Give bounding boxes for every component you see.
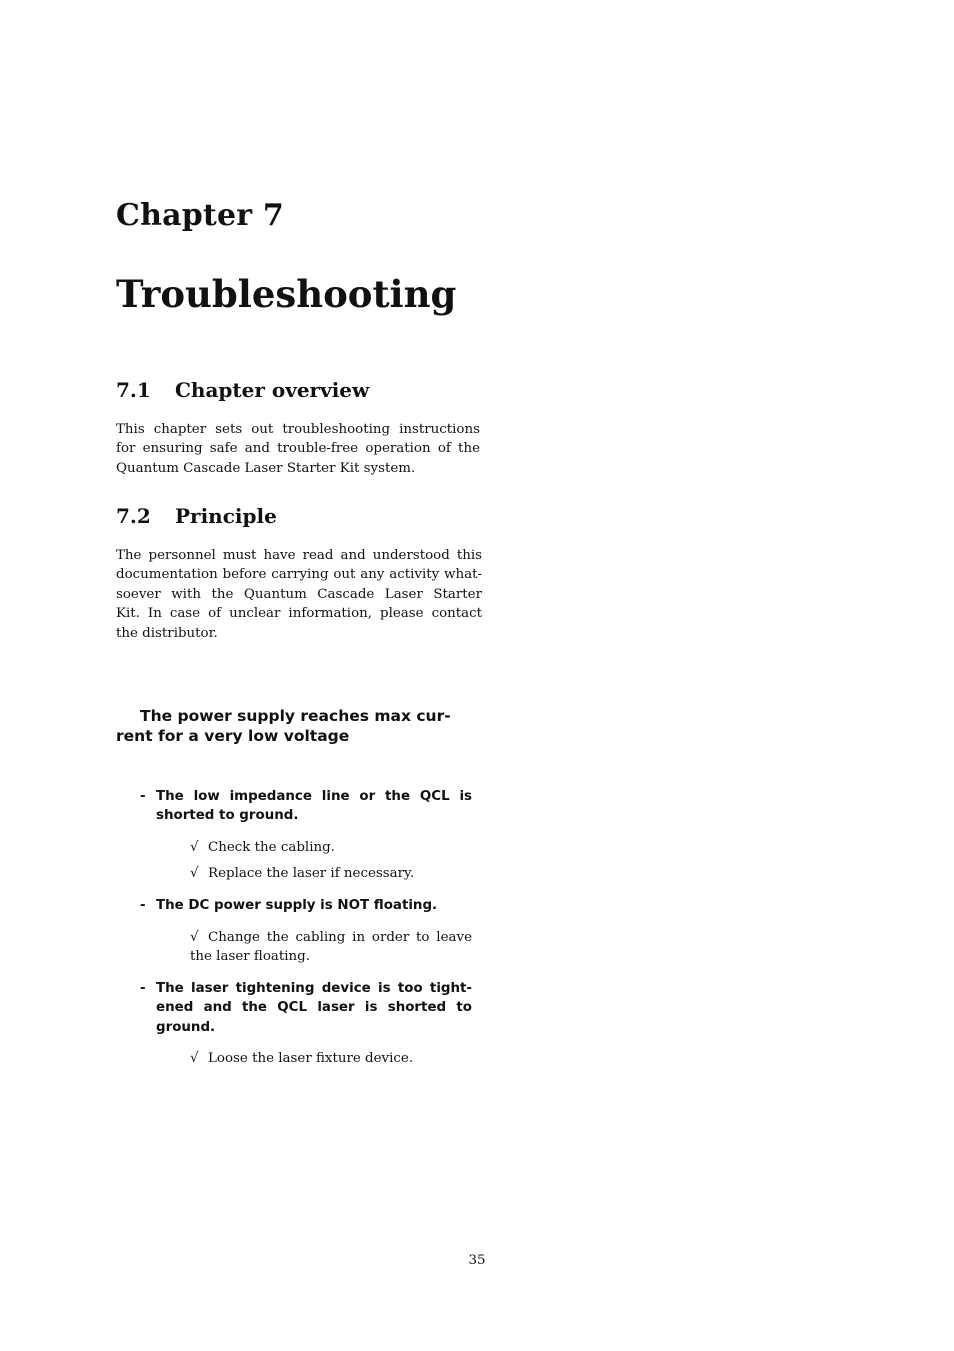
- cause-line: ground.: [156, 1019, 216, 1035]
- remedy-item: [190, 928, 472, 967]
- problem-heading-line: The power supply reaches max cur-: [140, 707, 451, 725]
- paragraph-line: This chapter sets out troubleshooting instructions: [116, 422, 480, 437]
- checkmark-icon: √: [190, 930, 199, 945]
- remedy-item: [190, 1049, 472, 1068]
- principle-paragraph: [116, 546, 482, 643]
- problem-heading-line: rent for a very low voltage: [116, 727, 350, 745]
- cause-line: shorted to ground.: [156, 808, 299, 824]
- checkmark-icon: √: [190, 840, 199, 855]
- section-heading-overview: [116, 378, 369, 402]
- cause-item: [140, 979, 472, 1037]
- cause-line: The laser tightening device is too tight-: [156, 981, 472, 996]
- bullet-dash: -: [140, 789, 146, 804]
- chapter-title: Troubleshooting: [116, 272, 457, 316]
- cause-line: The low impedance line or the QCL is: [156, 789, 472, 804]
- remedy-text: Replace the laser if necessary.: [208, 866, 415, 881]
- section-number: 7.2: [116, 504, 151, 528]
- bullet-dash: -: [140, 898, 146, 913]
- remedy-text: the laser floating.: [190, 949, 310, 965]
- cause-item: [140, 896, 472, 915]
- bullet-dash: -: [140, 981, 146, 996]
- problem-heading: [116, 706, 472, 746]
- section-title: Chapter overview: [175, 378, 370, 402]
- cause-line: The DC power supply is NOT floating.: [156, 898, 438, 913]
- section-heading-principle: [116, 504, 277, 528]
- paragraph-line: Kit. In case of unclear information, please contact: [116, 606, 482, 622]
- remedy-text: Check the cabling.: [208, 840, 335, 855]
- section-number: 7.1: [116, 378, 151, 402]
- remedy-item: [190, 864, 472, 883]
- paragraph-line: for ensuring safe and trouble-free operation of the: [116, 441, 480, 457]
- paragraph-line: Quantum Cascade Laser Starter Kit system.: [116, 460, 416, 476]
- remedy-text: Loose the laser fixture device.: [208, 1051, 414, 1066]
- paragraph-line: The personnel must have read and understood this: [116, 548, 482, 563]
- paragraph-line: the distributor.: [116, 625, 218, 641]
- remedy-item: [190, 838, 472, 857]
- page-number: 35: [468, 1253, 486, 1268]
- section-title: Principle: [175, 504, 277, 528]
- cause-line: ened and the QCL laser is shorted to: [156, 1000, 472, 1016]
- cause-item: [140, 787, 472, 826]
- overview-paragraph: [116, 420, 480, 478]
- paragraph-line: documentation before carrying out any activity what-: [116, 567, 482, 583]
- checkmark-icon: √: [190, 1051, 199, 1066]
- checkmark-icon: √: [190, 866, 199, 881]
- paragraph-line: soever with the Quantum Cascade Laser Starter: [116, 586, 482, 602]
- remedy-text: Change the cabling in order to leave: [208, 930, 472, 945]
- chapter-label: Chapter 7: [116, 198, 284, 233]
